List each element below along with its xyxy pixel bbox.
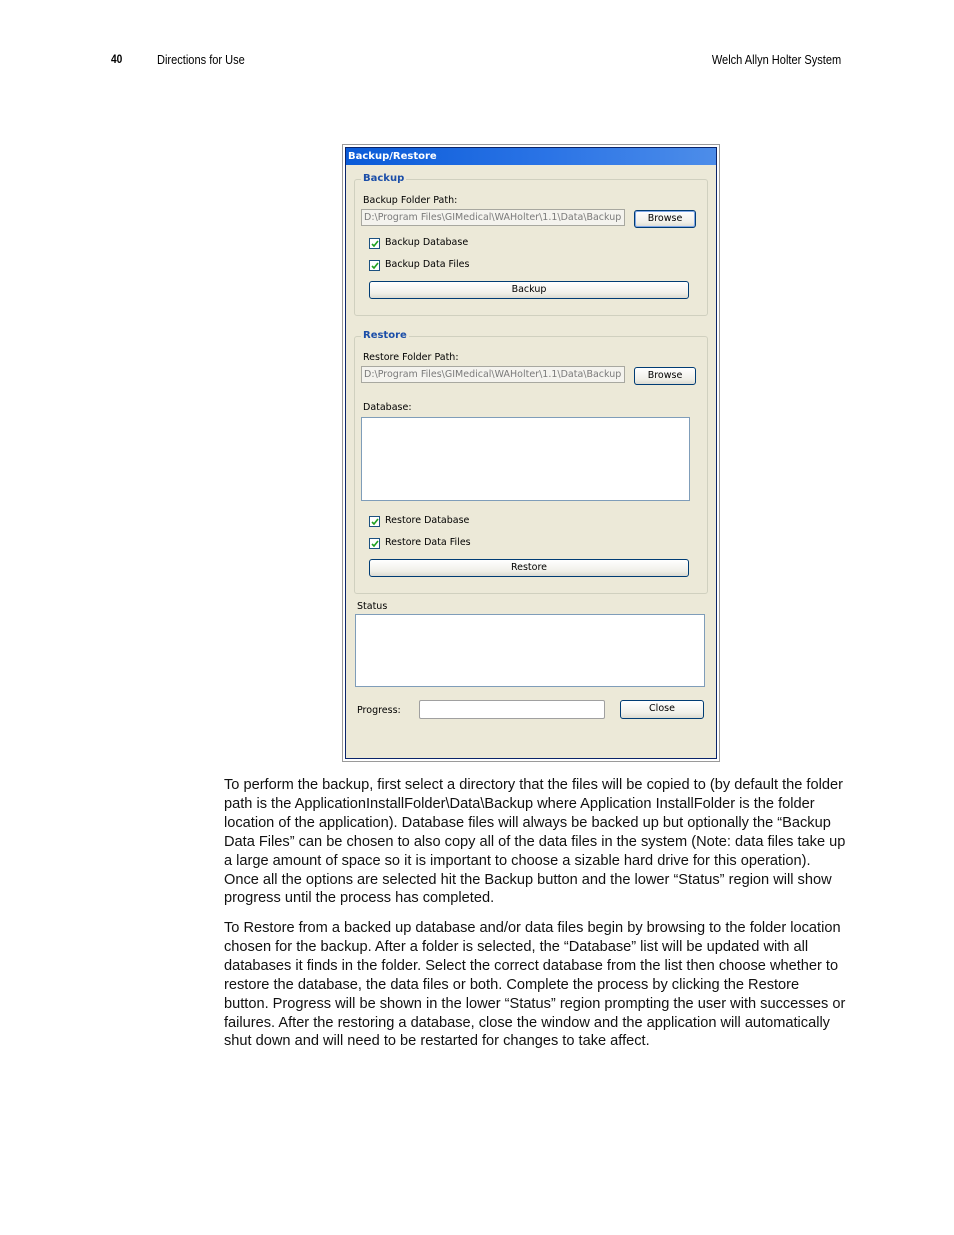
backup-database-label: Backup Database: [385, 237, 469, 248]
progress-bar: [419, 700, 605, 719]
product-title: Welch Allyn Holter System: [711, 52, 841, 67]
backup-database-checkbox[interactable]: [369, 238, 380, 249]
restore-group-legend: Restore: [363, 330, 407, 341]
restore-data-files-label: Restore Data Files: [385, 537, 471, 548]
restore-database-label: Restore Database: [385, 515, 470, 526]
backup-button[interactable]: Backup: [369, 281, 689, 299]
dialog-screenshot: [342, 144, 720, 762]
restore-group: [354, 330, 708, 594]
backup-folder-label: Backup Folder Path:: [363, 195, 458, 206]
restore-database-checkbox[interactable]: [369, 516, 380, 527]
body-paragraph-backup: To perform the backup, first select a directory that the files will be copied to (by default the folder path is the ApplicationInstallFolder\Data\Backup where Application InstallFolder is the folder location of the application). Database files will always be backed up but optionally the “Backup Data Files” can be chosen to also copy all of the data files in the system (Note: data files take up a large amount of space so it is important to choose a sizable hard drive for this operation). Once all the options are selected hit the Backup button and the lower “Status” region will show progress until the process has completed.: [224, 777, 846, 907]
progress-label: Progress:: [357, 705, 401, 716]
status-box[interactable]: [355, 614, 705, 687]
restore-folder-label: Restore Folder Path:: [363, 352, 459, 363]
checkmark-icon: [371, 518, 379, 526]
dialog-body: [349, 165, 713, 755]
dialog-title: Backup/Restore: [348, 151, 437, 162]
checkmark-icon: [371, 540, 379, 548]
dialog-title-bar: [346, 148, 716, 165]
restore-button[interactable]: Restore: [369, 559, 689, 577]
restore-data-files-checkbox[interactable]: [369, 538, 380, 549]
backup-group-legend: Backup: [363, 173, 405, 184]
restore-browse-button[interactable]: Browse: [634, 367, 696, 385]
backup-folder-path-field[interactable]: D:\Program Files\GIMedical\WAHolter\1.1\Data\Backup: [361, 209, 625, 226]
backup-browse-button[interactable]: Browse: [634, 210, 696, 228]
backup-data-files-label: Backup Data Files: [385, 259, 470, 270]
checkmark-icon: [371, 240, 379, 248]
status-label: Status: [357, 601, 388, 612]
database-list-label: Database:: [363, 402, 412, 413]
backup-restore-dialog: [345, 147, 717, 759]
body-paragraph-restore: To Restore from a backed up database and/or data files begin by browsing to the folder location chosen for the backup. After a folder is selected, the “Database” list will be updated with all databases it finds in the folder. Select the correct database from the list then choose whether to restore the database, the data files or both. Complete the process by clicking the Restore button. Progress will be shown in the lower “Status” region prompting the user with successes or failures. After the restoring a database, close the window and the application will automatically shut down and will need to be restarted for changes to take affect.: [224, 920, 846, 1050]
backup-group: [354, 173, 708, 316]
section-title: Directions for Use: [157, 52, 245, 67]
database-listbox[interactable]: [361, 417, 690, 501]
backup-data-files-checkbox[interactable]: [369, 260, 380, 271]
checkmark-icon: [371, 262, 379, 270]
restore-folder-path-field[interactable]: D:\Program Files\GIMedical\WAHolter\1.1\Data\Backup: [361, 366, 625, 383]
page-number: 40: [111, 52, 123, 66]
close-button[interactable]: Close: [620, 700, 704, 719]
